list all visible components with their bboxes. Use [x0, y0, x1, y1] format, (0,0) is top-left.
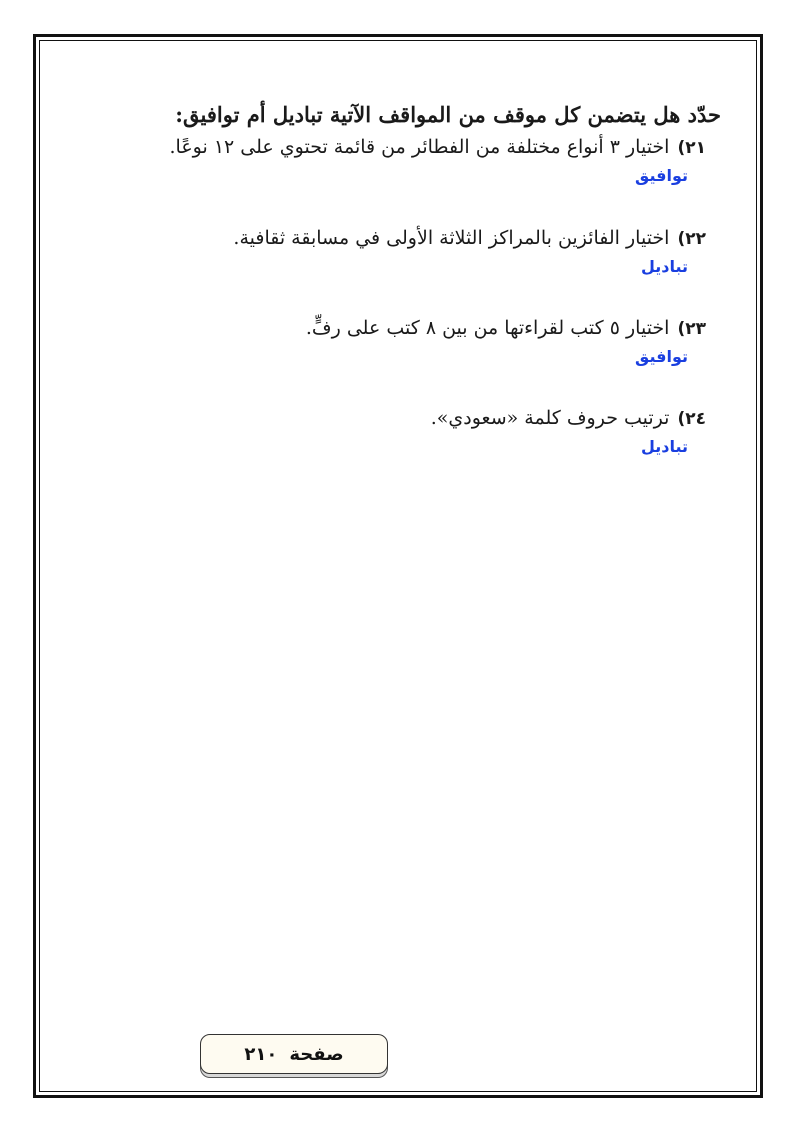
answer-text: توافيق: [635, 166, 688, 185]
question-line: [123, 313, 706, 344]
answer-text: تباديل: [640, 437, 688, 456]
question-23: [123, 313, 706, 370]
question-21: [123, 132, 706, 189]
question-24: [123, 403, 706, 460]
question-number: ٢١): [677, 138, 706, 158]
question-number: ٢٢): [677, 229, 706, 249]
question-number: ٢٤): [677, 409, 706, 429]
question-number: ٢٣): [677, 319, 706, 339]
answer-text: توافيق: [635, 347, 688, 366]
answer-text: تباديل: [640, 257, 688, 276]
instructions-heading: حدّد هل يتضمن كل موقف من المواقف الآتية تباديل أم توافيق:: [175, 102, 721, 127]
question-line: [123, 132, 706, 163]
question-text: اختيار ٥ كتب لقراءتها من بين ٨ كتب على رفٍّ.: [305, 317, 670, 339]
question-line: [123, 403, 706, 434]
page-label: صفحة: [289, 1043, 344, 1065]
question-text: اختيار ٣ أنواع مختلفة من الفطائر من قائمة تحتوي على ١٢ نوعًا.: [169, 136, 670, 158]
page-number: ٢١٠: [244, 1043, 278, 1065]
question-22: [123, 223, 706, 280]
question-text: اختيار الفائزين بالمراكز الثلاثة الأولى في مسابقة ثقافية.: [233, 227, 670, 249]
worksheet-content: [123, 100, 743, 460]
question-text: ترتيب حروف كلمة «سعودي».: [430, 407, 670, 429]
page-number-badge: [200, 1034, 388, 1074]
question-line: [123, 223, 706, 254]
